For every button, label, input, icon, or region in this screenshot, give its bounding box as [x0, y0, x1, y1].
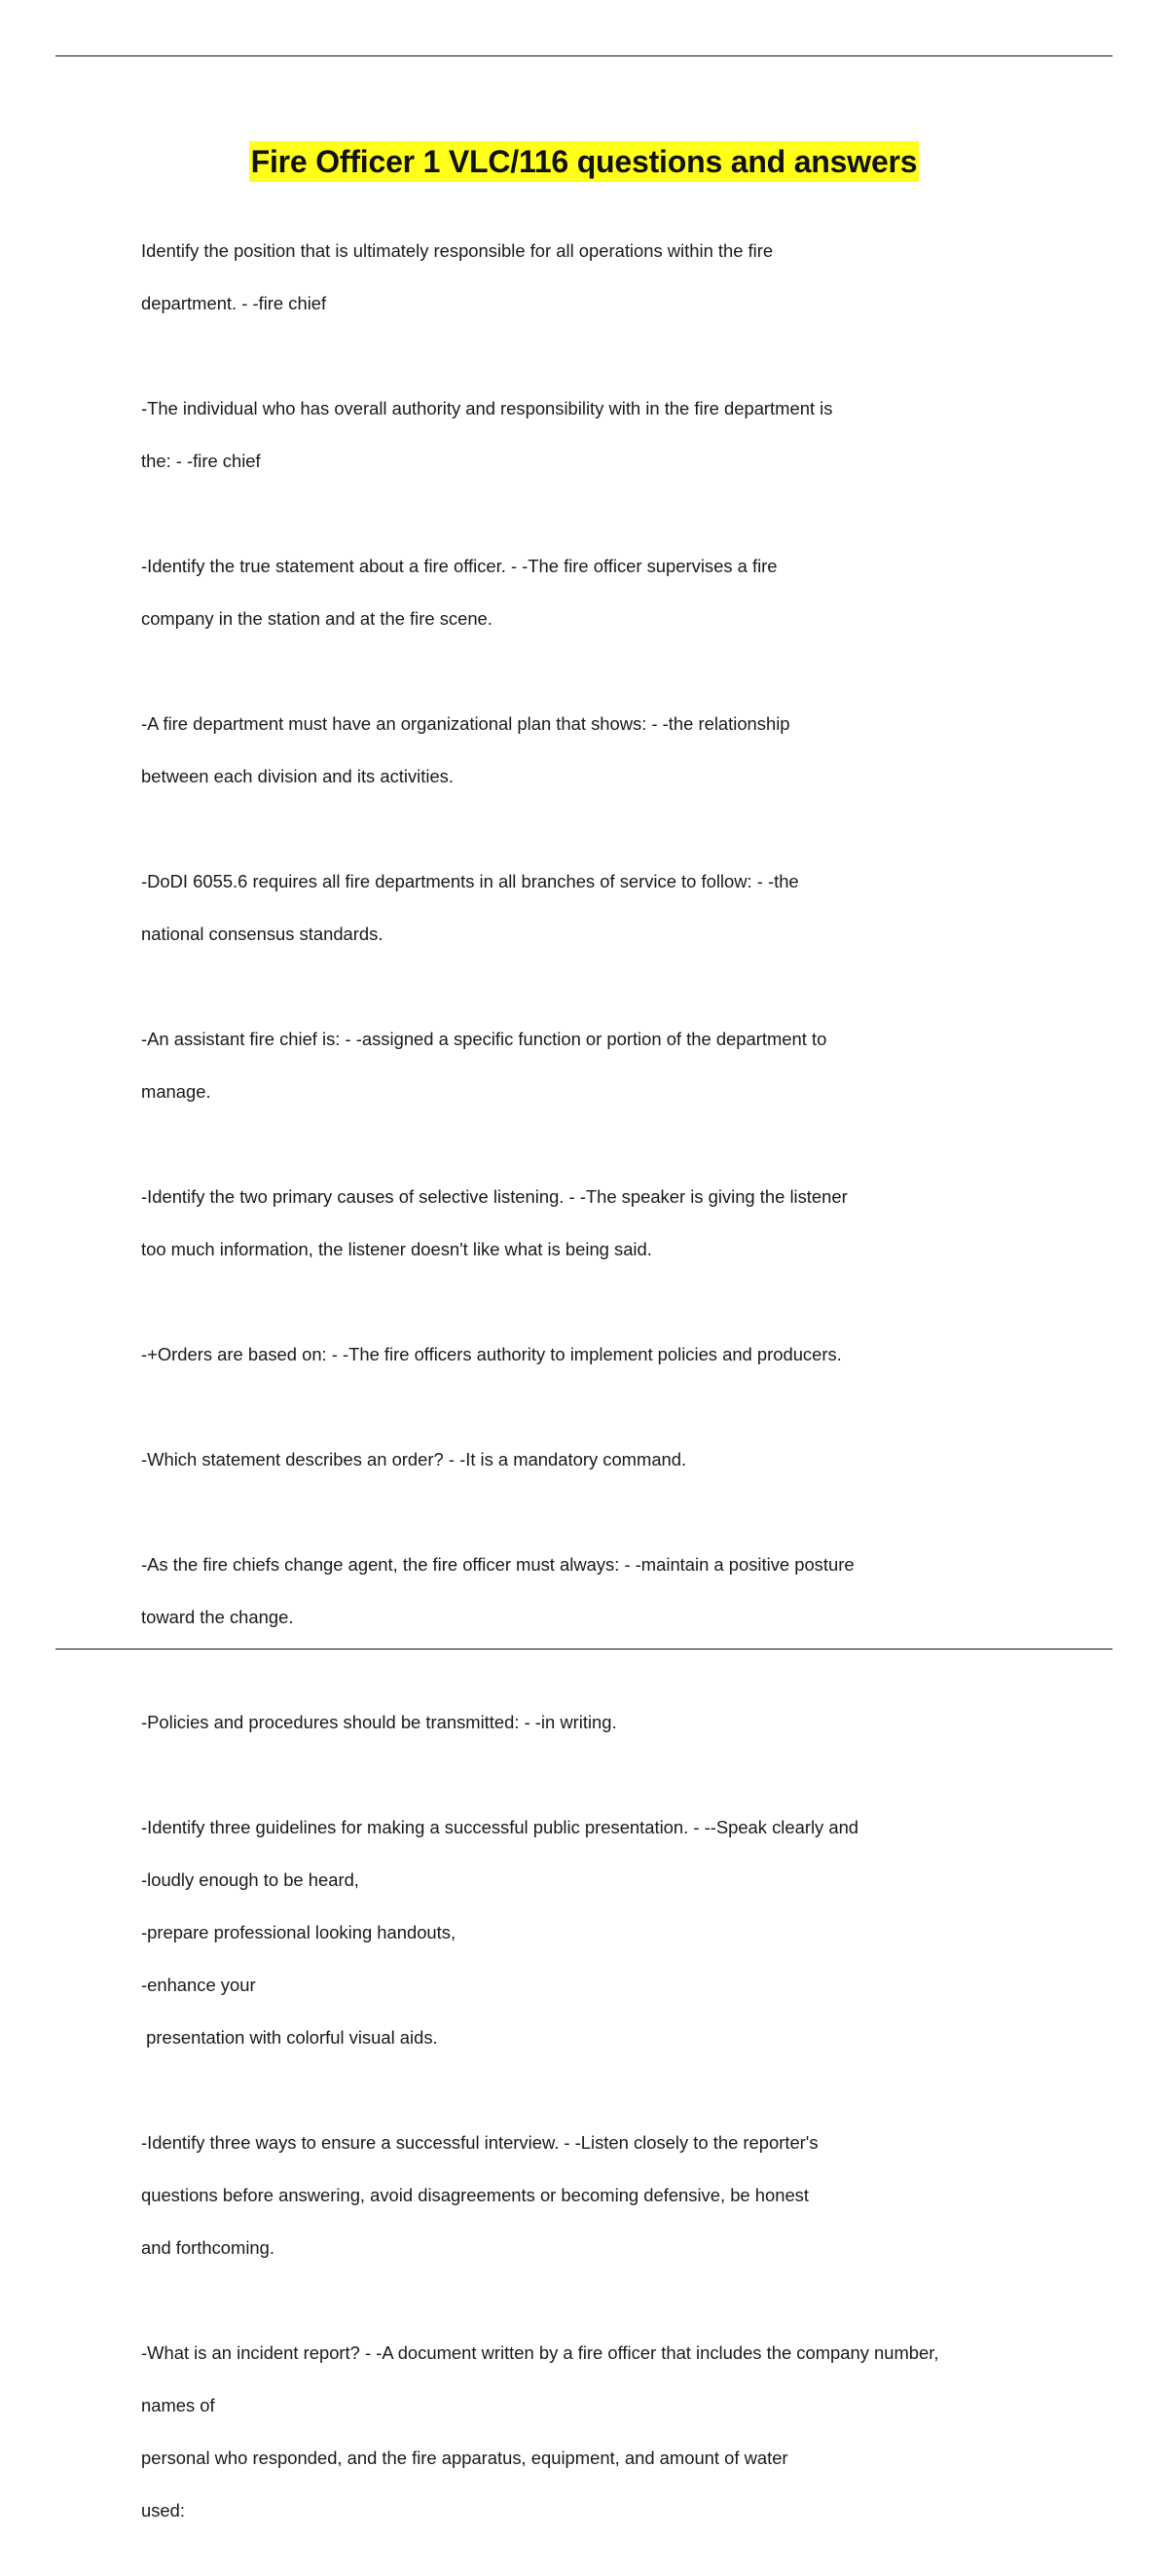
qa-entry: [141, 999, 1056, 1131]
qa-line: too much information, the listener doesn't like what is being said.: [141, 1239, 652, 1259]
qa-entry: [141, 842, 1056, 973]
qa-line: department. - -fire chief: [141, 293, 327, 313]
qa-line: -Identify three guidelines for making a successful public presentation. - --Speak clearly and: [141, 1817, 859, 1837]
qa-line: questions before answering, avoid disagreements or becoming defensive, be honest: [141, 2185, 809, 2205]
qa-line: -Which statement describes an order? - -It is a mandatory command.: [141, 1449, 687, 1469]
qa-line: -Identify three ways to ensure a successful interview. - -Listen closely to the reporter's: [141, 2132, 819, 2153]
qa-entry: [141, 2103, 1056, 2287]
qa-entry: [141, 1525, 1056, 1656]
qa-line: between each division and its activities.: [141, 766, 454, 786]
qa-line: -Policies and procedures should be transmitted: - -in writing.: [141, 1712, 617, 1732]
qa-entry: [141, 526, 1056, 658]
title-container: [0, 141, 1168, 182]
qa-line: -DoDI 6055.6 requires all fire departments in all branches of service to follow: - -the: [141, 871, 799, 891]
qa-entry: [141, 1420, 1056, 1499]
qa-entry: [141, 211, 1056, 343]
qa-line: -Identify the two primary causes of selective listening. - -The speaker is giving the listener: [141, 1186, 848, 1207]
bottom-rule: [55, 1649, 1113, 1650]
top-rule: [55, 55, 1113, 56]
qa-line: used:: [141, 2500, 185, 2521]
qa-line: -loudly enough to be heard,: [141, 1869, 359, 1890]
qa-line: -An assistant fire chief is: - -assigned a specific function or portion of the department to: [141, 1029, 827, 1049]
document-title: Fire Officer 1 VLC/116 questions and answers: [249, 141, 920, 182]
qa-entry: [141, 1788, 1056, 2077]
qa-line: the: - -fire chief: [141, 451, 261, 471]
qa-line: personal who responded, and the fire apparatus, equipment, and amount of water: [141, 2448, 788, 2468]
qa-line: names of: [141, 2395, 215, 2415]
qa-line: Identify the position that is ultimately responsible for all operations within the fire: [141, 240, 774, 261]
qa-entry: [141, 369, 1056, 500]
qa-line: manage.: [141, 1081, 211, 1102]
qa-entry: [141, 2313, 1056, 2550]
qa-line: presentation with colorful visual aids.: [141, 2027, 438, 2048]
qa-line: -enhance your: [141, 1975, 256, 1995]
qa-list: [141, 211, 1056, 2576]
qa-line: and forthcoming.: [141, 2237, 274, 2258]
qa-line: company in the station and at the fire scene.: [141, 608, 493, 629]
qa-line: toward the change.: [141, 1607, 294, 1627]
qa-line: -A fire department must have an organizational plan that shows: - -the relationship: [141, 713, 790, 734]
qa-line: -The individual who has overall authority and responsibility with in the fire department is: [141, 398, 833, 418]
qa-entry: [141, 1157, 1056, 1288]
qa-line: national consensus standards.: [141, 924, 383, 944]
qa-line: -+Orders are based on: - -The fire officers authority to implement policies and producers.: [141, 1344, 842, 1364]
qa-entry: [141, 1683, 1056, 1761]
qa-line: -Identify the true statement about a fire officer. - -The fire officer supervises a fire: [141, 556, 778, 576]
qa-entry: [141, 684, 1056, 816]
qa-line: -prepare professional looking handouts,: [141, 1922, 456, 1942]
qa-line: -As the fire chiefs change agent, the fire officer must always: - -maintain a positive posture: [141, 1554, 855, 1575]
qa-line: -What is an incident report? - -A document written by a fire officer that includes the company number,: [141, 2342, 939, 2363]
qa-entry: [141, 1315, 1056, 1394]
